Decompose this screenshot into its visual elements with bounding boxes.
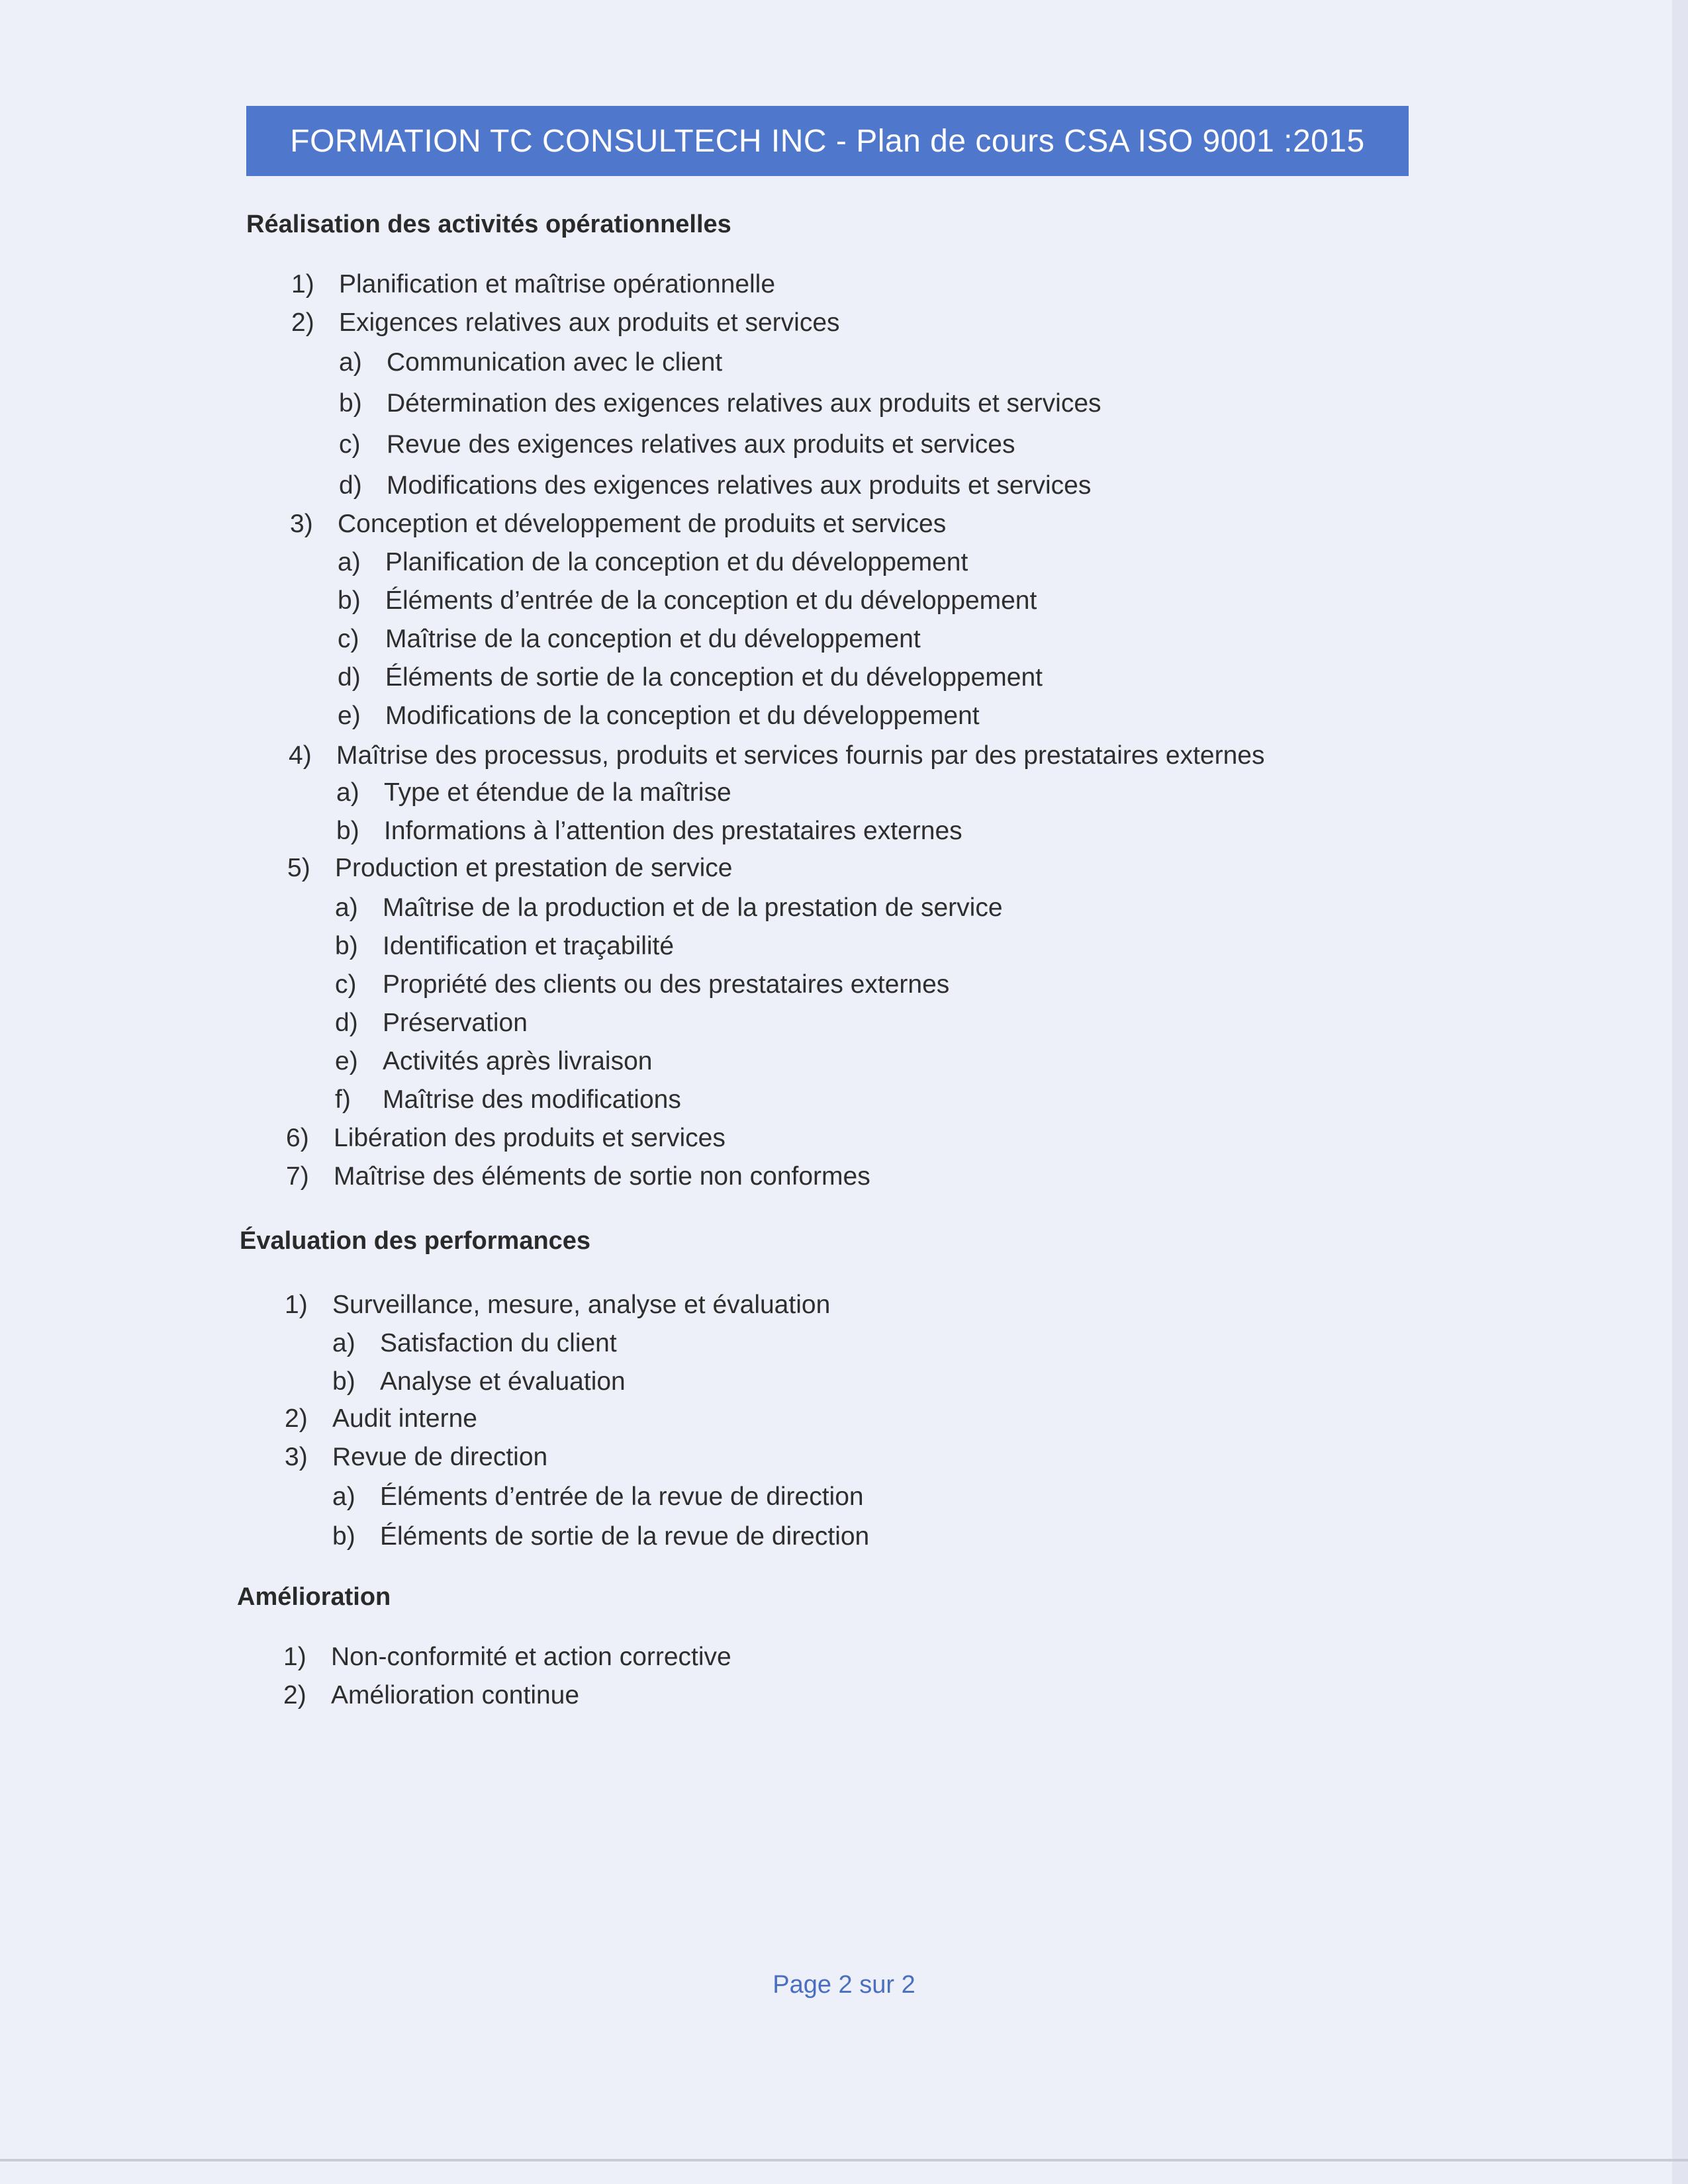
list-item-text: Éléments d’entrée de la conception et du développement xyxy=(385,586,1037,615)
list-letter: b) xyxy=(335,932,358,960)
list-item xyxy=(290,510,946,539)
list-letter: a) xyxy=(335,893,358,922)
list-subitem xyxy=(338,586,1037,615)
list-number: 1) xyxy=(291,270,314,298)
list-letter: a) xyxy=(332,1482,355,1511)
list-number: 3) xyxy=(285,1443,308,1471)
page-bottom-edge xyxy=(0,2159,1688,2161)
section-title-evaluation: Évaluation des performances xyxy=(240,1227,591,1255)
list-letter: c) xyxy=(338,625,359,653)
document-title: FORMATION TC CONSULTECH INC - Plan de cours CSA ISO 9001 :2015 xyxy=(290,123,1365,159)
list-letter: d) xyxy=(339,471,362,500)
list-item xyxy=(285,1443,547,1472)
list-letter: a) xyxy=(339,348,362,377)
list-item-text: Satisfaction du client xyxy=(380,1329,617,1357)
list-item-text: Revue de direction xyxy=(332,1443,548,1471)
list-letter: b) xyxy=(336,817,359,845)
list-subitem xyxy=(335,932,674,961)
list-item-text: Identification et traçabilité xyxy=(383,932,675,960)
list-letter: b) xyxy=(338,586,361,615)
list-item xyxy=(283,1681,579,1710)
list-number: 5) xyxy=(287,854,310,882)
list-item xyxy=(286,1124,726,1153)
list-subitem xyxy=(339,430,1015,459)
list-letter: d) xyxy=(335,1009,358,1037)
list-subitem xyxy=(338,663,1043,692)
list-subitem xyxy=(339,389,1102,418)
list-item xyxy=(289,741,1264,770)
list-item-text: Revue des exigences relatives aux produits et services xyxy=(387,430,1015,459)
list-letter: e) xyxy=(335,1047,358,1075)
section-title-realisation: Réalisation des activités opérationnelles xyxy=(246,210,731,238)
list-number: 2) xyxy=(285,1404,308,1433)
list-item-text: Éléments de sortie de la revue de direction xyxy=(380,1522,870,1551)
list-item-text: Analyse et évaluation xyxy=(380,1367,626,1396)
list-item-text: Éléments de sortie de la conception et du développement xyxy=(385,663,1043,692)
list-item-text: Maîtrise des éléments de sortie non conformes xyxy=(334,1162,870,1191)
list-item-text: Maîtrise des processus, produits et services fournis par des prestataires externes xyxy=(336,741,1265,770)
list-number: 2) xyxy=(283,1681,306,1709)
list-subitem xyxy=(335,893,1003,923)
header-banner xyxy=(246,106,1409,176)
list-item-text: Préservation xyxy=(383,1009,528,1037)
list-letter: a) xyxy=(338,548,361,576)
list-item xyxy=(283,1643,731,1672)
list-item-text: Libération des produits et services xyxy=(334,1124,726,1152)
list-letter: c) xyxy=(335,970,357,999)
list-letter: a) xyxy=(332,1329,355,1357)
list-item xyxy=(285,1404,477,1433)
list-subitem xyxy=(332,1482,864,1512)
list-item-text: Type et étendue de la maîtrise xyxy=(384,778,731,807)
list-subitem xyxy=(336,817,962,846)
list-number: 6) xyxy=(286,1124,309,1152)
list-item-text: Activités après livraison xyxy=(383,1047,653,1075)
list-item-text: Exigences relatives aux produits et services xyxy=(339,308,840,337)
list-subitem xyxy=(335,1009,528,1038)
list-number: 1) xyxy=(285,1291,308,1319)
list-subitem xyxy=(332,1367,626,1396)
list-letter: c) xyxy=(339,430,361,459)
list-number: 1) xyxy=(283,1643,306,1671)
list-letter: d) xyxy=(338,663,361,692)
list-item-text: Production et prestation de service xyxy=(335,854,733,882)
list-number: 2) xyxy=(291,308,314,337)
list-subitem xyxy=(332,1522,869,1551)
list-letter: e) xyxy=(338,702,361,730)
section-title-amelioration: Amélioration xyxy=(237,1583,391,1611)
list-item-text: Maîtrise de la production et de la prestation de service xyxy=(383,893,1003,922)
list-subitem xyxy=(332,1329,617,1358)
list-number: 3) xyxy=(290,510,313,538)
page-footer xyxy=(0,1971,1688,1999)
list-subitem xyxy=(335,970,949,999)
list-number: 7) xyxy=(286,1162,309,1191)
list-item-text: Conception et développement de produits et services xyxy=(338,510,947,538)
list-item-text: Détermination des exigences relatives aux produits et services xyxy=(387,389,1102,418)
list-item-text: Surveillance, mesure, analyse et évaluation xyxy=(332,1291,831,1319)
list-item xyxy=(291,308,840,338)
list-item-text: Non-conformité et action corrective xyxy=(331,1643,731,1671)
list-subitem xyxy=(335,1047,652,1076)
list-item xyxy=(291,270,775,299)
list-item-text: Éléments d’entrée de la revue de direction xyxy=(380,1482,864,1511)
scan-edge xyxy=(1672,0,1688,2184)
list-number: 4) xyxy=(289,741,312,770)
list-subitem xyxy=(338,548,968,577)
list-subitem xyxy=(338,625,921,654)
list-item-text: Maîtrise des modifications xyxy=(383,1085,681,1114)
list-item-text: Audit interne xyxy=(332,1404,477,1433)
list-item-text: Amélioration continue xyxy=(331,1681,580,1709)
list-item-text: Modifications de la conception et du développement xyxy=(385,702,980,730)
list-letter: b) xyxy=(332,1367,355,1396)
list-item-text: Modifications des exigences relatives aux produits et services xyxy=(387,471,1092,500)
list-subitem xyxy=(339,471,1091,500)
list-letter: b) xyxy=(339,389,362,418)
list-letter: f) xyxy=(335,1085,351,1114)
list-subitem xyxy=(335,1085,681,1115)
list-subitem xyxy=(339,348,722,377)
list-subitem xyxy=(338,702,980,731)
list-item xyxy=(285,1291,830,1320)
list-item xyxy=(286,1162,870,1191)
list-item xyxy=(287,854,733,883)
list-item-text: Communication avec le client xyxy=(387,348,723,377)
list-item-text: Maîtrise de la conception et du développement xyxy=(385,625,921,653)
page-number: Page 2 sur 2 xyxy=(773,1971,915,1999)
list-item-text: Planification et maîtrise opérationnelle xyxy=(339,270,776,298)
list-item-text: Informations à l’attention des prestataires externes xyxy=(384,817,962,845)
list-letter: a) xyxy=(336,778,359,807)
list-subitem xyxy=(336,778,731,807)
list-item-text: Propriété des clients ou des prestataires externes xyxy=(383,970,950,999)
list-item-text: Planification de la conception et du développement xyxy=(385,548,968,576)
list-letter: b) xyxy=(332,1522,355,1551)
